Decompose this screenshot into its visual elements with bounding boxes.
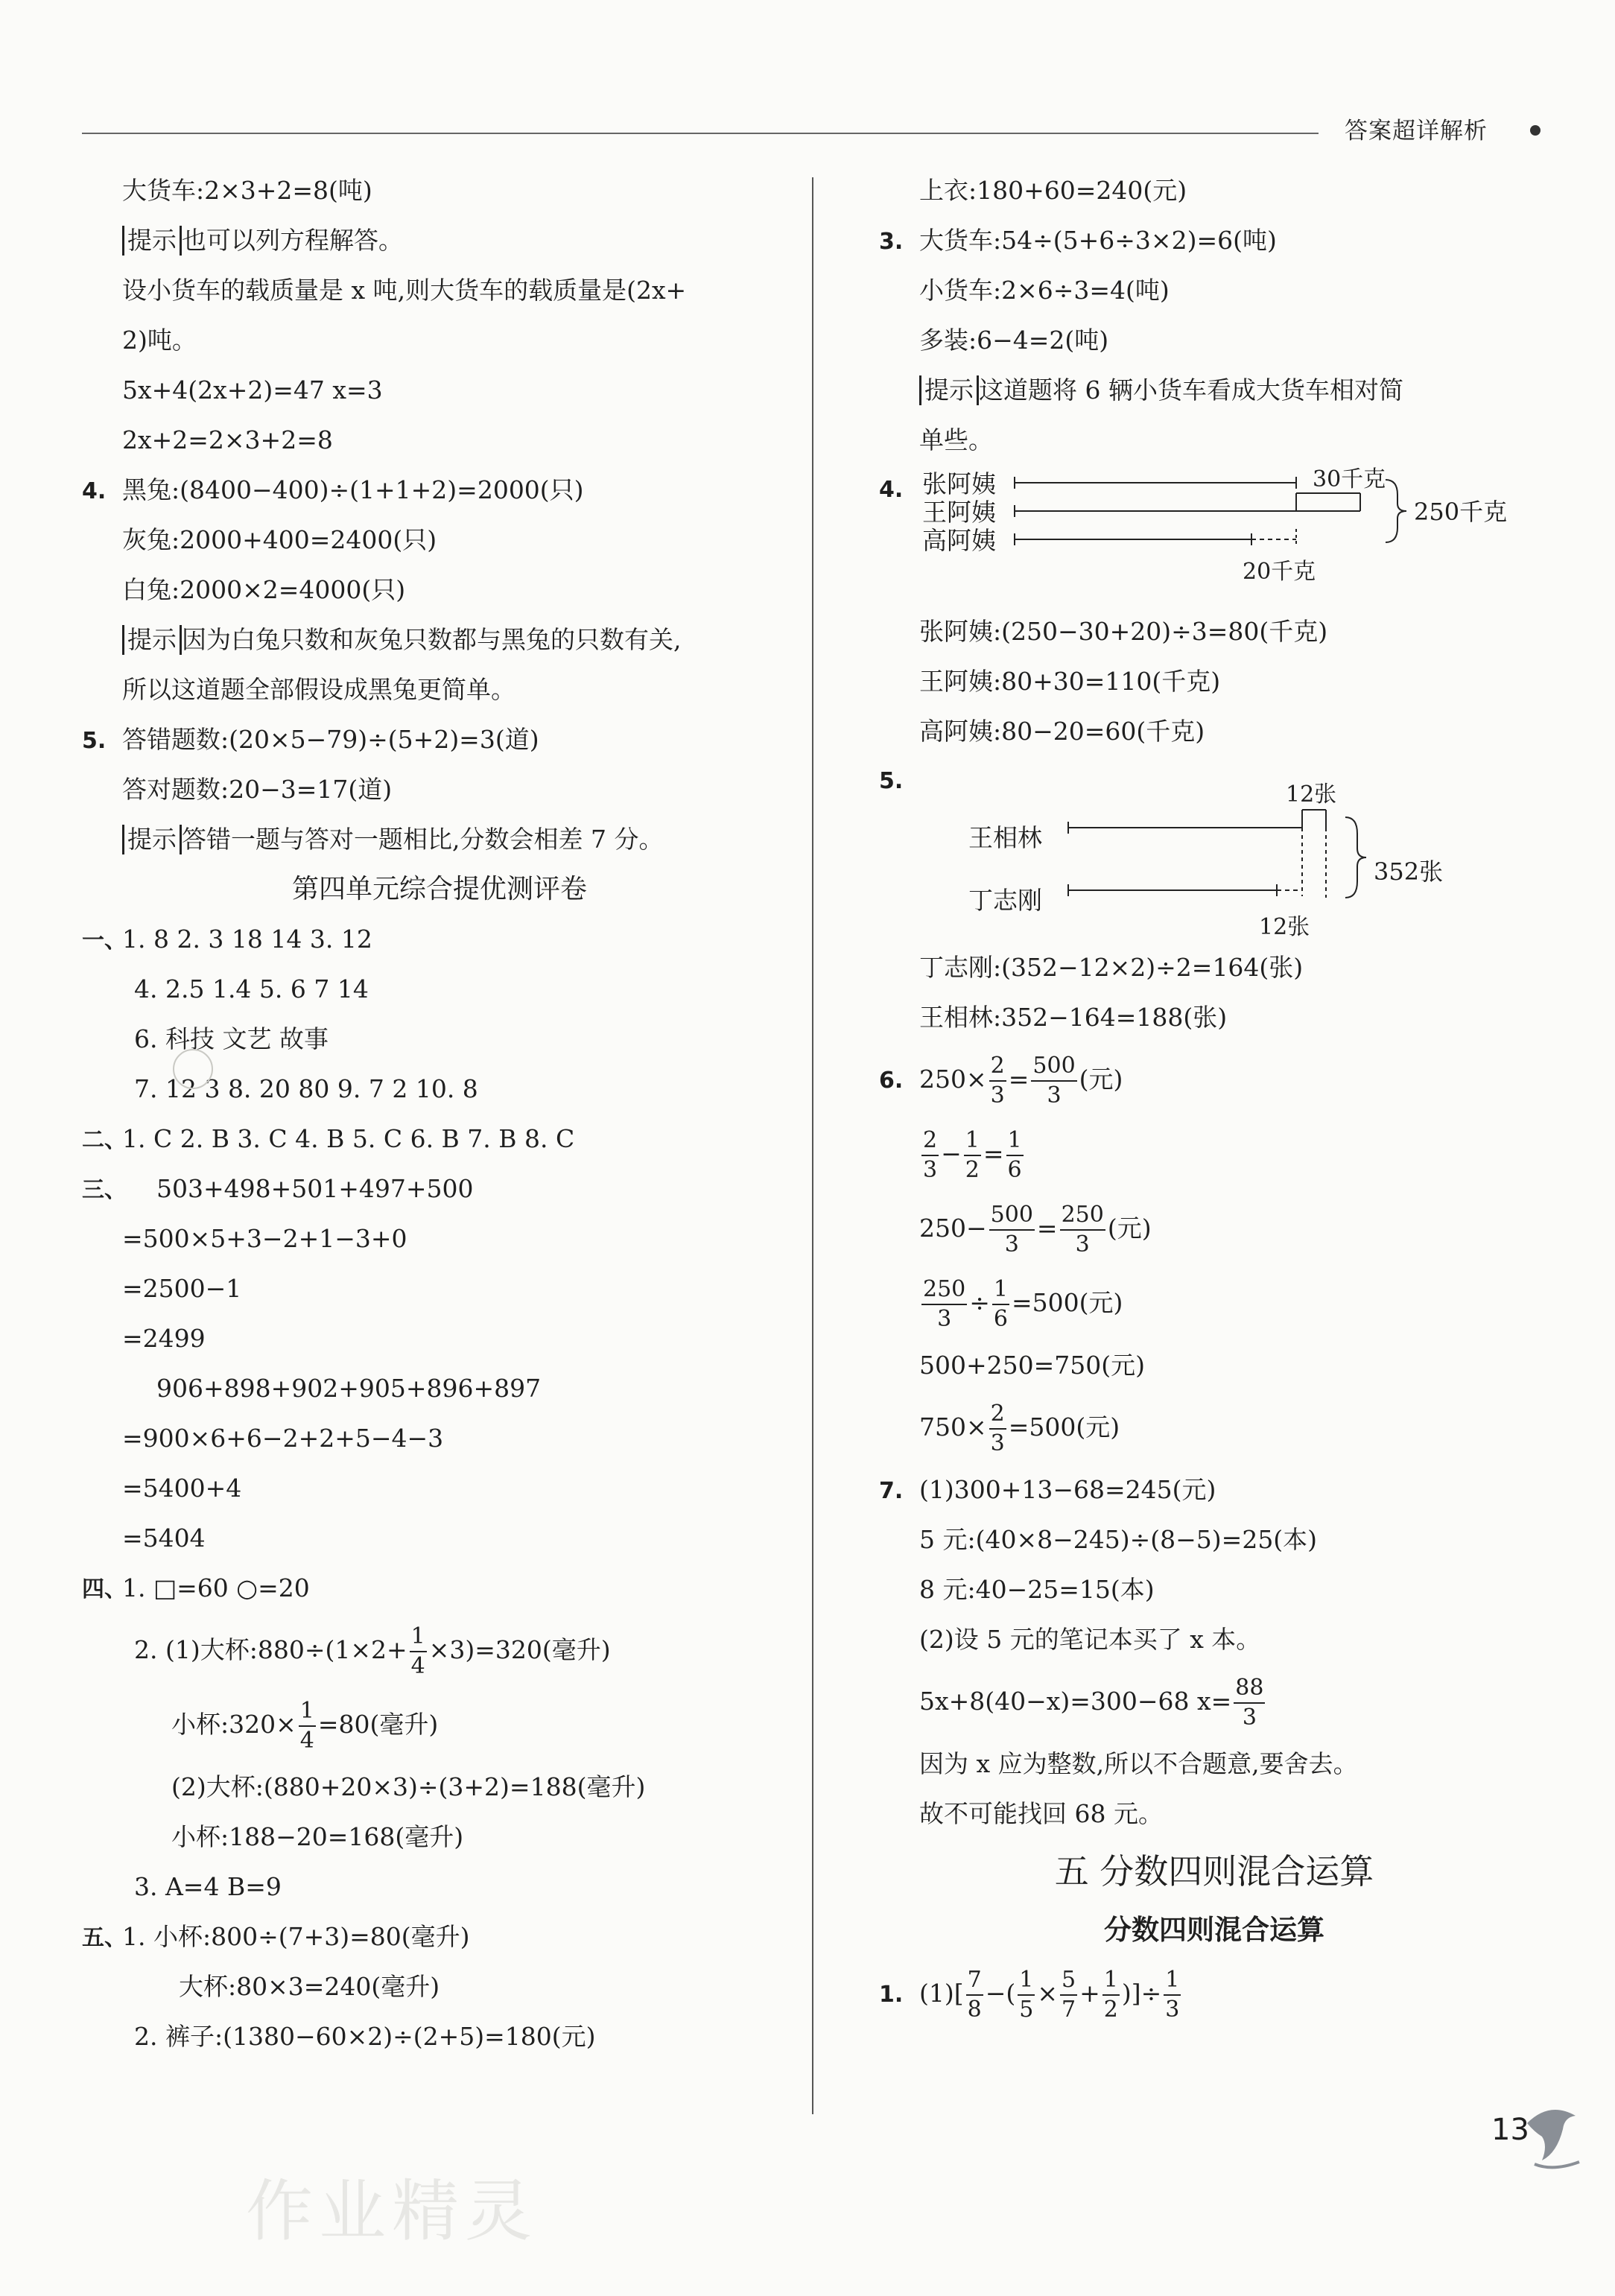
numerator: 1 — [992, 1275, 1009, 1305]
formula-line — [82, 1687, 797, 1762]
diagram-4 — [879, 465, 1549, 606]
hint-tag: 提示 — [122, 825, 182, 854]
numerator: 1 — [410, 1623, 427, 1652]
fraction — [1006, 1126, 1024, 1185]
fraction — [299, 1697, 316, 1755]
text-line: 906+898+902+905+896+897 — [156, 1374, 542, 1403]
diagram-5 — [879, 756, 1549, 942]
numerator: 2 — [989, 1052, 1006, 1082]
label-250kg: 250千克 — [1414, 498, 1508, 526]
text-line: =2500−1 — [122, 1274, 242, 1303]
numerator: 1 — [964, 1126, 981, 1156]
text-line: 6. 科技 文艺 故事 — [134, 1024, 329, 1053]
formula-text: ×3)=320(毫升) — [428, 1635, 611, 1664]
denominator: 6 — [993, 1306, 1009, 1332]
formula-text: 2. (1)大杯:880÷(1×2+ — [134, 1635, 407, 1664]
formula-text: )]÷ — [1121, 1979, 1162, 2008]
question-number: 4. — [82, 478, 107, 504]
hint-line — [82, 215, 797, 265]
label-12-bottom: 12张 — [1259, 914, 1310, 940]
label-ding-zhigang: 丁志刚 — [968, 886, 1042, 915]
formula-text: (元) — [1079, 1065, 1123, 1094]
text-line: 小货车:2×6÷3=4(吨) — [919, 276, 1170, 305]
hint-line — [82, 814, 797, 864]
answer-text: (1)300+13−68=245(元) — [919, 1475, 1216, 1504]
question-1 — [879, 1956, 1549, 2031]
numerator: 500 — [989, 1201, 1035, 1231]
text-line: 8 元:40−25=15(本) — [919, 1575, 1155, 1604]
part-label: 三、 — [82, 1177, 127, 1203]
formula-line — [879, 1390, 1549, 1465]
question-number: 7. — [879, 1478, 904, 1504]
dolphin-mascot-icon — [1520, 2093, 1587, 2175]
denominator: 4 — [410, 1653, 425, 1679]
part-four — [82, 1563, 797, 1613]
answer-text: 1. 小杯:800÷(7+3)=80(毫升) — [122, 1922, 470, 1951]
label-30kg: 30千克 — [1313, 466, 1386, 492]
question-number: 6. — [879, 1068, 904, 1094]
text-line: =5404 — [122, 1523, 206, 1553]
question-7 — [879, 1465, 1549, 1515]
formula-text: 5x+8(40−x)=300−68 x= — [919, 1687, 1232, 1716]
fraction — [966, 1966, 983, 2024]
fraction — [921, 1126, 939, 1185]
denominator: 6 — [1007, 1157, 1022, 1183]
label-wang: 王阿姨 — [922, 498, 996, 527]
text-line: 上衣:180+60=240(元) — [919, 176, 1187, 205]
header-title: 答案超详解析 — [1345, 118, 1488, 145]
part-label: 五、 — [82, 1925, 127, 1951]
text-line: 7. 12 3 8. 20 80 9. 7 2 10. 8 — [134, 1074, 478, 1103]
text-line: =5400+4 — [122, 1474, 242, 1503]
part-three — [82, 1164, 797, 1214]
formula-line — [82, 1613, 797, 1687]
denominator: 3 — [923, 1157, 938, 1183]
formula-text: 750× — [919, 1412, 987, 1442]
denominator: 3 — [1165, 1997, 1180, 2023]
formula-line — [879, 1191, 1549, 1266]
label-wang-xianglin: 王相林 — [968, 823, 1042, 852]
text-line: 5x+4(2x+2)=47 x=3 — [122, 375, 383, 405]
question-number: 4. — [879, 477, 904, 503]
chapter-title: 五 分数四则混合运算 — [1054, 1851, 1374, 1891]
diagram-4-lines — [879, 465, 1415, 606]
fraction — [1060, 1966, 1077, 2024]
denominator: 3 — [937, 1306, 952, 1332]
question-5 — [82, 714, 797, 764]
denominator: 3 — [1075, 1231, 1090, 1258]
hint-text: 也可以列方程解答。 — [182, 226, 403, 255]
hint-text: 这道题将 6 辆小货车看成大货车相对简 — [979, 375, 1403, 405]
text-line: 灰兔:2000+400=2400(只) — [122, 525, 437, 554]
text-line: 王相林:352−164=188(张) — [919, 1003, 1228, 1032]
header-rule — [82, 133, 1319, 134]
numerator: 2 — [989, 1400, 1006, 1430]
answer-text: 1. 8 2. 3 18 14 3. 12 — [122, 925, 372, 954]
hint-tag: 提示 — [919, 375, 979, 405]
formula-line — [879, 1117, 1549, 1191]
formula-text: =80(毫升) — [317, 1710, 439, 1739]
header-bullet-icon — [1530, 125, 1541, 136]
fraction — [964, 1126, 981, 1185]
formula-text: −( — [985, 1979, 1016, 2008]
question-4 — [82, 465, 797, 515]
fraction — [989, 1400, 1006, 1458]
label-20kg: 20千克 — [1243, 559, 1316, 585]
denominator: 4 — [299, 1728, 314, 1754]
numerator: 1 — [1018, 1966, 1035, 1996]
numerator: 500 — [1031, 1052, 1076, 1082]
text-line: 王阿姨:80+30=110(千克) — [919, 667, 1221, 696]
fraction — [992, 1275, 1009, 1333]
answer-text: 1. C 2. B 3. C 4. B 5. C 6. B 7. B 8. C — [122, 1124, 575, 1153]
text-line: 小杯:188−20=168(毫升) — [171, 1822, 464, 1851]
formula-line — [879, 1664, 1549, 1739]
fraction — [921, 1275, 967, 1333]
text-line: 设小货车的载质量是 x 吨,则大货车的载质量是(2x+ — [122, 276, 687, 305]
denominator: 3 — [990, 1082, 1005, 1109]
numerator: 1 — [1102, 1966, 1120, 1996]
formula-text: = — [1008, 1065, 1029, 1094]
numerator: 1 — [1164, 1966, 1181, 1996]
answer-text: 答错题数:(20×5−79)÷(5+2)=3(道) — [122, 725, 539, 754]
text-line: 5 元:(40×8−245)÷(8−5)=25(本) — [919, 1525, 1318, 1554]
text-line: 所以这道题全部假设成黑兔更简单。 — [122, 675, 515, 704]
numerator: 250 — [921, 1275, 967, 1305]
part-five — [82, 1912, 797, 1962]
text-line: 2)吨。 — [122, 326, 197, 355]
left-column — [82, 165, 797, 2061]
formula-text: ÷ — [969, 1288, 990, 1317]
part-label: 四、 — [82, 1576, 127, 1602]
denominator: 3 — [1004, 1231, 1019, 1258]
hint-text: 因为白兔只数和灰兔只数都与黑兔的只数有关, — [182, 625, 682, 654]
diagram-5-lines — [879, 756, 1415, 942]
question-number: 5. — [82, 728, 107, 754]
text-line: (2)大杯:(880+20×3)÷(3+2)=188(毫升) — [171, 1772, 646, 1801]
part-two — [82, 1114, 797, 1164]
question-3 — [879, 215, 1549, 265]
answer-text: 503+498+501+497+500 — [156, 1174, 474, 1203]
text-line: =2499 — [122, 1324, 206, 1353]
part-one — [82, 914, 797, 964]
formula-text: (元) — [1107, 1214, 1152, 1243]
text-line: 多装:6−4=2(吨) — [919, 326, 1109, 355]
stamp-icon — [173, 1049, 213, 1089]
denominator: 2 — [1103, 1997, 1118, 2023]
formula-text: = — [1036, 1214, 1058, 1243]
text-line: 张阿姨:(250−30+20)÷3=80(千克) — [919, 617, 1328, 646]
question-number: 1. — [879, 1982, 904, 2008]
text-line: 因为 x 应为整数,所以不合题意,要舍去。 — [919, 1749, 1358, 1778]
label-zhang: 张阿姨 — [922, 469, 996, 498]
hint-text: 答错一题与答对一题相比,分数会相差 7 分。 — [182, 825, 664, 854]
formula-text: − — [941, 1139, 962, 1168]
fraction — [1164, 1966, 1181, 2024]
denominator: 7 — [1062, 1997, 1076, 2023]
answer-text: 黑兔:(8400−400)÷(1+1+2)=2000(只) — [122, 475, 584, 504]
label-352: 352张 — [1374, 857, 1444, 886]
denominator: 3 — [1242, 1704, 1257, 1731]
section-title: 第四单元综合提优测评卷 — [291, 874, 587, 904]
text-line: =900×6+6−2+2+5−4−3 — [122, 1424, 444, 1453]
lesson-title: 分数四则混合运算 — [1104, 1914, 1324, 1946]
numerator: 250 — [1060, 1201, 1105, 1231]
numerator: 1 — [1006, 1126, 1024, 1156]
hint-line — [879, 365, 1549, 415]
column-divider — [812, 177, 813, 2114]
formula-text: + — [1079, 1979, 1100, 2008]
text-line: 答对题数:20−3=17(道) — [122, 775, 393, 804]
denominator: 8 — [967, 1997, 982, 2023]
hint-tag: 提示 — [122, 625, 182, 655]
hint-line — [82, 615, 797, 665]
text-line: 白兔:2000×2=4000(只) — [122, 575, 406, 604]
text-line: 丁志刚:(352−12×2)÷2=164(张) — [919, 953, 1304, 982]
question-6 — [879, 1042, 1549, 1117]
denominator: 3 — [990, 1430, 1005, 1456]
right-column — [879, 165, 1549, 2031]
question-number: 3. — [879, 229, 904, 255]
text-line: 4. 2.5 1.4 5. 6 7 14 — [134, 974, 369, 1003]
label-12-top: 12张 — [1286, 781, 1337, 808]
text-line: 单些。 — [919, 425, 993, 454]
denominator: 3 — [1047, 1082, 1062, 1109]
denominator: 2 — [965, 1157, 980, 1183]
answer-text: 大货车:54÷(5+6÷3×2)=6(吨) — [919, 226, 1277, 255]
formula-text: (1)[ — [919, 1979, 964, 2008]
numerator: 1 — [299, 1697, 316, 1727]
numerator: 2 — [921, 1126, 939, 1156]
denominator: 5 — [1019, 1997, 1034, 2023]
fraction — [1031, 1052, 1076, 1110]
formula-text: = — [983, 1139, 1004, 1168]
text-line: 3. A=4 B=9 — [134, 1872, 282, 1901]
fraction — [1234, 1674, 1265, 1732]
text-line: 2. 裤子:(1380−60×2)÷(2+5)=180(元) — [134, 2022, 596, 2051]
text-line: (2)设 5 元的笔记本买了 x 本。 — [919, 1625, 1261, 1654]
text-line: 2x+2=2×3+2=8 — [122, 425, 333, 454]
question-number: 5. — [879, 768, 904, 794]
hint-tag: 提示 — [122, 226, 182, 256]
watermark: 作业精灵 — [246, 2172, 538, 2251]
page-number: 13 — [1491, 2113, 1529, 2147]
part-label: 二、 — [82, 1127, 127, 1153]
numerator: 5 — [1060, 1966, 1077, 1996]
numerator: 7 — [966, 1966, 983, 1996]
label-gao: 高阿姨 — [922, 526, 996, 555]
fraction — [1018, 1966, 1035, 2024]
formula-text: =500(元) — [1012, 1288, 1123, 1317]
text-line: 大货车:2×3+2=8(吨) — [122, 176, 372, 205]
formula-text: 小杯:320× — [171, 1710, 296, 1739]
text-line: 500+250=750(元) — [919, 1351, 1146, 1380]
formula-line — [879, 1266, 1549, 1340]
formula-text: 250− — [919, 1214, 987, 1243]
formula-text: × — [1037, 1979, 1058, 2008]
formula-text: 250× — [919, 1065, 987, 1094]
fraction — [410, 1623, 427, 1681]
fraction — [1060, 1201, 1105, 1259]
fraction — [989, 1052, 1006, 1110]
fraction — [989, 1201, 1035, 1259]
numerator: 88 — [1234, 1674, 1265, 1704]
text-line: 大杯:80×3=240(毫升) — [179, 1972, 440, 2001]
text-line: =500×5+3−2+1−3+0 — [122, 1224, 407, 1253]
answer-text: 1. □=60 ○=20 — [122, 1573, 310, 1602]
formula-text: =500(元) — [1008, 1412, 1120, 1442]
text-line: 故不可能找回 68 元。 — [919, 1799, 1163, 1828]
text-line: 高阿姨:80−20=60(千克) — [919, 717, 1205, 746]
part-label: 一、 — [82, 927, 127, 954]
fraction — [1102, 1966, 1120, 2024]
